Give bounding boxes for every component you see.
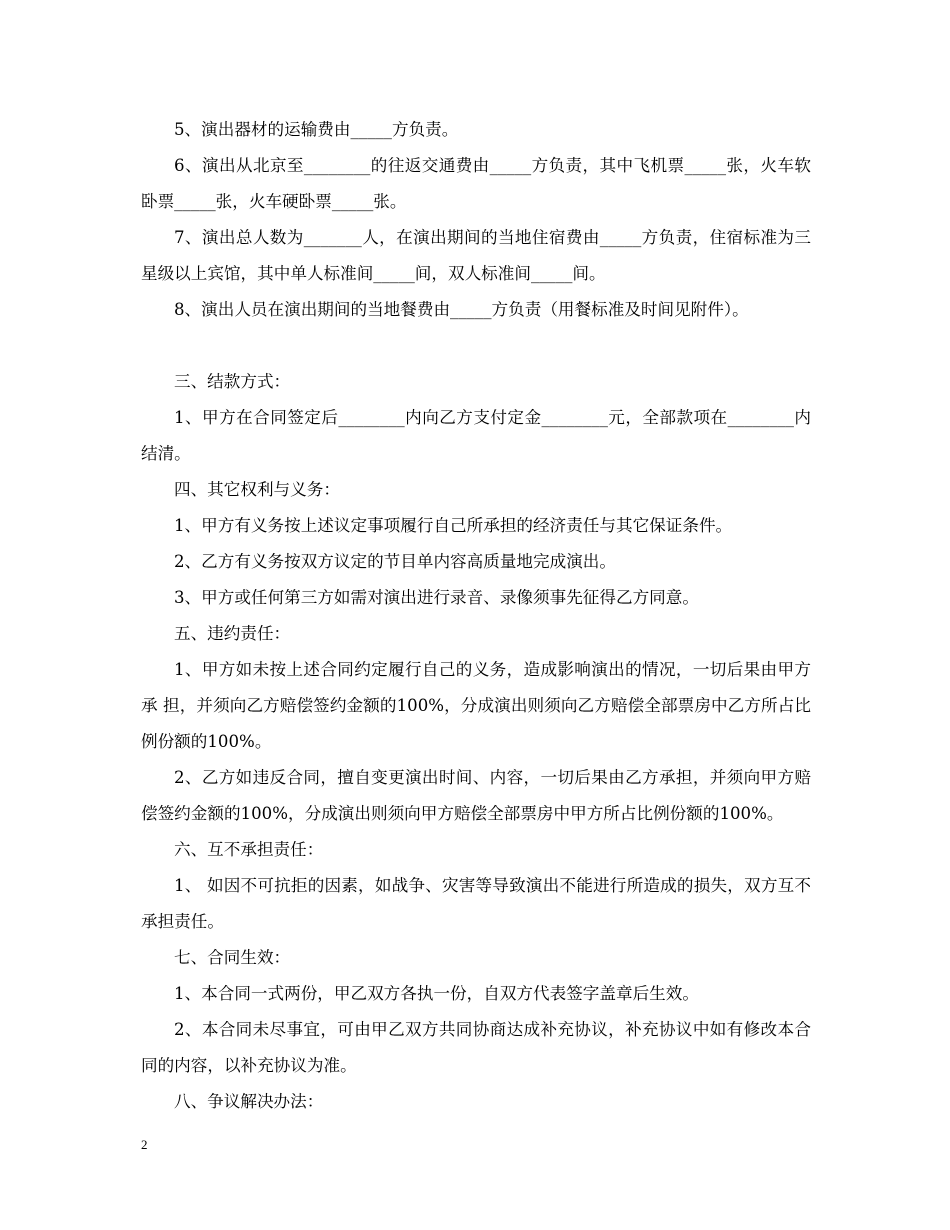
- clause-meals: 8、演出人员在演出期间的当地餐费由_____方负责（用餐标准及时间见附件）。: [174, 300, 749, 319]
- clause-party-b-obligation: 2、乙方有义务按双方议定的节目单内容高质量地完成演出。: [174, 552, 616, 571]
- section-heading-dispute: 八、争议解决办法：: [174, 1092, 324, 1111]
- clause-equipment-transport: 5、演出器材的运输费由_____方负责。: [174, 120, 459, 139]
- section-heading-payment: 三、结款方式：: [174, 372, 291, 391]
- section-heading-force-majeure: 六、互不承担责任：: [174, 840, 324, 859]
- clause-payment-deposit: 1、甲方在合同签定后________内向乙方支付定金________元，全部款项在________内结清。: [141, 408, 811, 463]
- clause-copies: 1、本合同一式两份，甲乙双方各执一份，自双方代表签字盖章后生效。: [174, 984, 699, 1003]
- clause-party-a-breach: 1、甲方如未按上述合同约定履行自己的义务，造成影响演出的情况，一切后果由甲方 承 担，并须向乙方赔偿签约金额的100%，分成演出则须向乙方赔偿全部票房中乙方所占比例份额的100%。: [141, 660, 811, 751]
- section-heading-effectiveness: 七、合同生效：: [174, 948, 291, 967]
- document-body: [141, 112, 811, 1120]
- clause-travel-cost: 6、演出从北京至________的往返交通费由_____方负责，其中飞机票_____张，火车软卧票_____张，火车硬卧票_____张。: [141, 156, 811, 211]
- section-heading-rights-obligations: 四、其它权利与义务：: [174, 480, 340, 499]
- page-number: 2: [141, 1137, 148, 1152]
- blank-line: [141, 328, 811, 364]
- clause-force-majeure: 1、 如因不可抗拒的因素，如战争、灾害等导致演出不能进行所造成的损失，双方互不承担责任。: [141, 876, 811, 931]
- clause-supplementary: 2、本合同未尽事宜，可由甲乙双方共同协商达成补充协议，补充协议中如有修改本合同的内容，以补充协议为准。: [141, 1020, 811, 1075]
- clause-accommodation: 7、演出总人数为_______人，在演出期间的当地住宿费由_____方负责，住宿标准为三星级以上宾馆，其中单人标准间_____间，双人标准间_____间。: [141, 228, 811, 283]
- section-heading-breach: 五、违约责任：: [174, 624, 291, 643]
- clause-recording-consent: 3、甲方或任何第三方如需对演出进行录音、录像须事先征得乙方同意。: [174, 588, 699, 607]
- clause-party-b-breach: 2、乙方如违反合同，擅自变更演出时间、内容，一切后果由乙方承担，并须向甲方赔偿签约金额的100%，分成演出则须向甲方赔偿全部票房中甲方所占比例份额的100%。: [141, 768, 811, 823]
- clause-party-a-obligation: 1、甲方有义务按上述议定事项履行自己所承担的经济责任与其它保证条件。: [174, 516, 733, 535]
